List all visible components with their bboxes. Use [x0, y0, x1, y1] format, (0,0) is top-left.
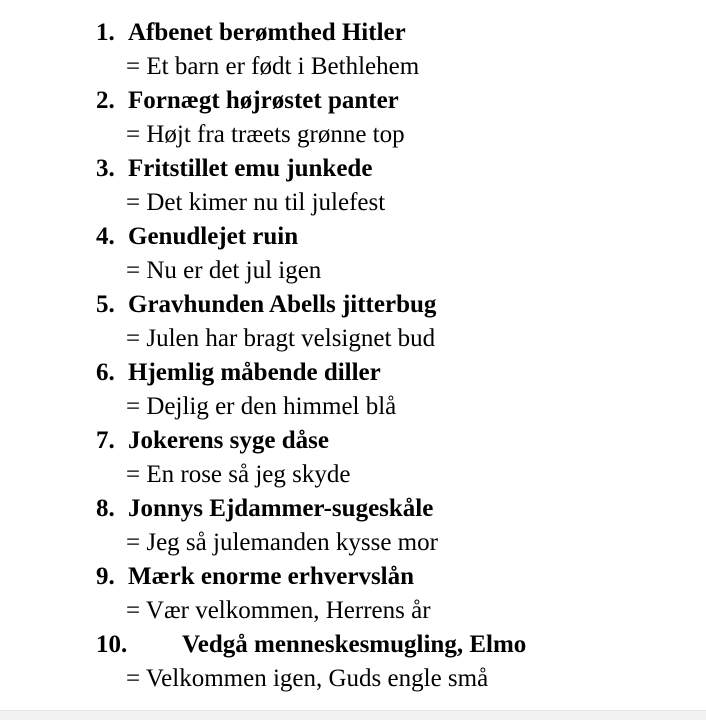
- item-number: 6.: [96, 359, 115, 386]
- item-number: 4.: [96, 223, 115, 250]
- list-item: [96, 424, 526, 492]
- answer-text: = Højt fra træets grønne top: [126, 121, 405, 148]
- list-item: [96, 84, 526, 152]
- anagram-line: [96, 84, 526, 118]
- item-number: 2.: [96, 87, 115, 114]
- answer-text: = Det kimer nu til julefest: [126, 189, 386, 216]
- anagram-line: [96, 152, 526, 186]
- list-item: [96, 356, 526, 424]
- item-number: 8.: [96, 495, 115, 522]
- anagram-text: Vedgå menneskesmugling, Elmo: [182, 631, 527, 658]
- anagram-line: [96, 424, 526, 458]
- anagram-line: [96, 16, 526, 50]
- anagram-text: Genudlejet ruin: [128, 223, 299, 250]
- list-item: [96, 16, 526, 84]
- anagram-text: Mærk enorme erhvervslån: [128, 563, 415, 590]
- anagram-line: [96, 628, 526, 662]
- item-number: 9.: [96, 563, 115, 590]
- item-number: 10.: [96, 631, 128, 658]
- anagram-line: [96, 220, 526, 254]
- anagram-text: Fornægt højrøstet panter: [128, 87, 399, 114]
- anagram-line: [96, 492, 526, 526]
- list-item: [96, 288, 526, 356]
- anagram-text: Gravhunden Abells jitterbug: [128, 291, 437, 318]
- anagram-text: Hjemlig måbende diller: [128, 359, 381, 386]
- item-number: 5.: [96, 291, 115, 318]
- anagram-list: [96, 16, 526, 696]
- item-number: 1.: [96, 19, 115, 46]
- answer-text: = Nu er det jul igen: [126, 257, 322, 284]
- list-item: [96, 628, 526, 696]
- item-number: 3.: [96, 155, 115, 182]
- item-number: 7.: [96, 427, 115, 454]
- answer-text: = Julen har bragt velsignet bud: [126, 325, 436, 352]
- answer-text: = Dejlig er den himmel blå: [126, 393, 397, 420]
- anagram-text: Jonnys Ejdammer-sugeskåle: [128, 495, 434, 522]
- anagram-text: Jokerens syge dåse: [128, 427, 329, 454]
- answer-text: = Vær velkommen, Herrens år: [126, 597, 431, 624]
- answer-text: = Et barn er født i Bethlehem: [126, 53, 420, 80]
- anagram-line: [96, 560, 526, 594]
- list-item: [96, 152, 526, 220]
- bottom-edge-strip: [0, 710, 706, 720]
- list-item: [96, 560, 526, 628]
- anagram-line: [96, 288, 526, 322]
- anagram-text: Fritstillet emu junkede: [128, 155, 373, 182]
- list-item: [96, 492, 526, 560]
- list-item: [96, 220, 526, 288]
- anagram-text: Afbenet berømthed Hitler: [128, 19, 406, 46]
- answer-text: = En rose så jeg skyde: [126, 461, 351, 488]
- answer-text: = Jeg så julemanden kysse mor: [126, 529, 438, 556]
- answer-text: = Velkommen igen, Guds engle små: [126, 665, 489, 692]
- anagram-line: [96, 356, 526, 390]
